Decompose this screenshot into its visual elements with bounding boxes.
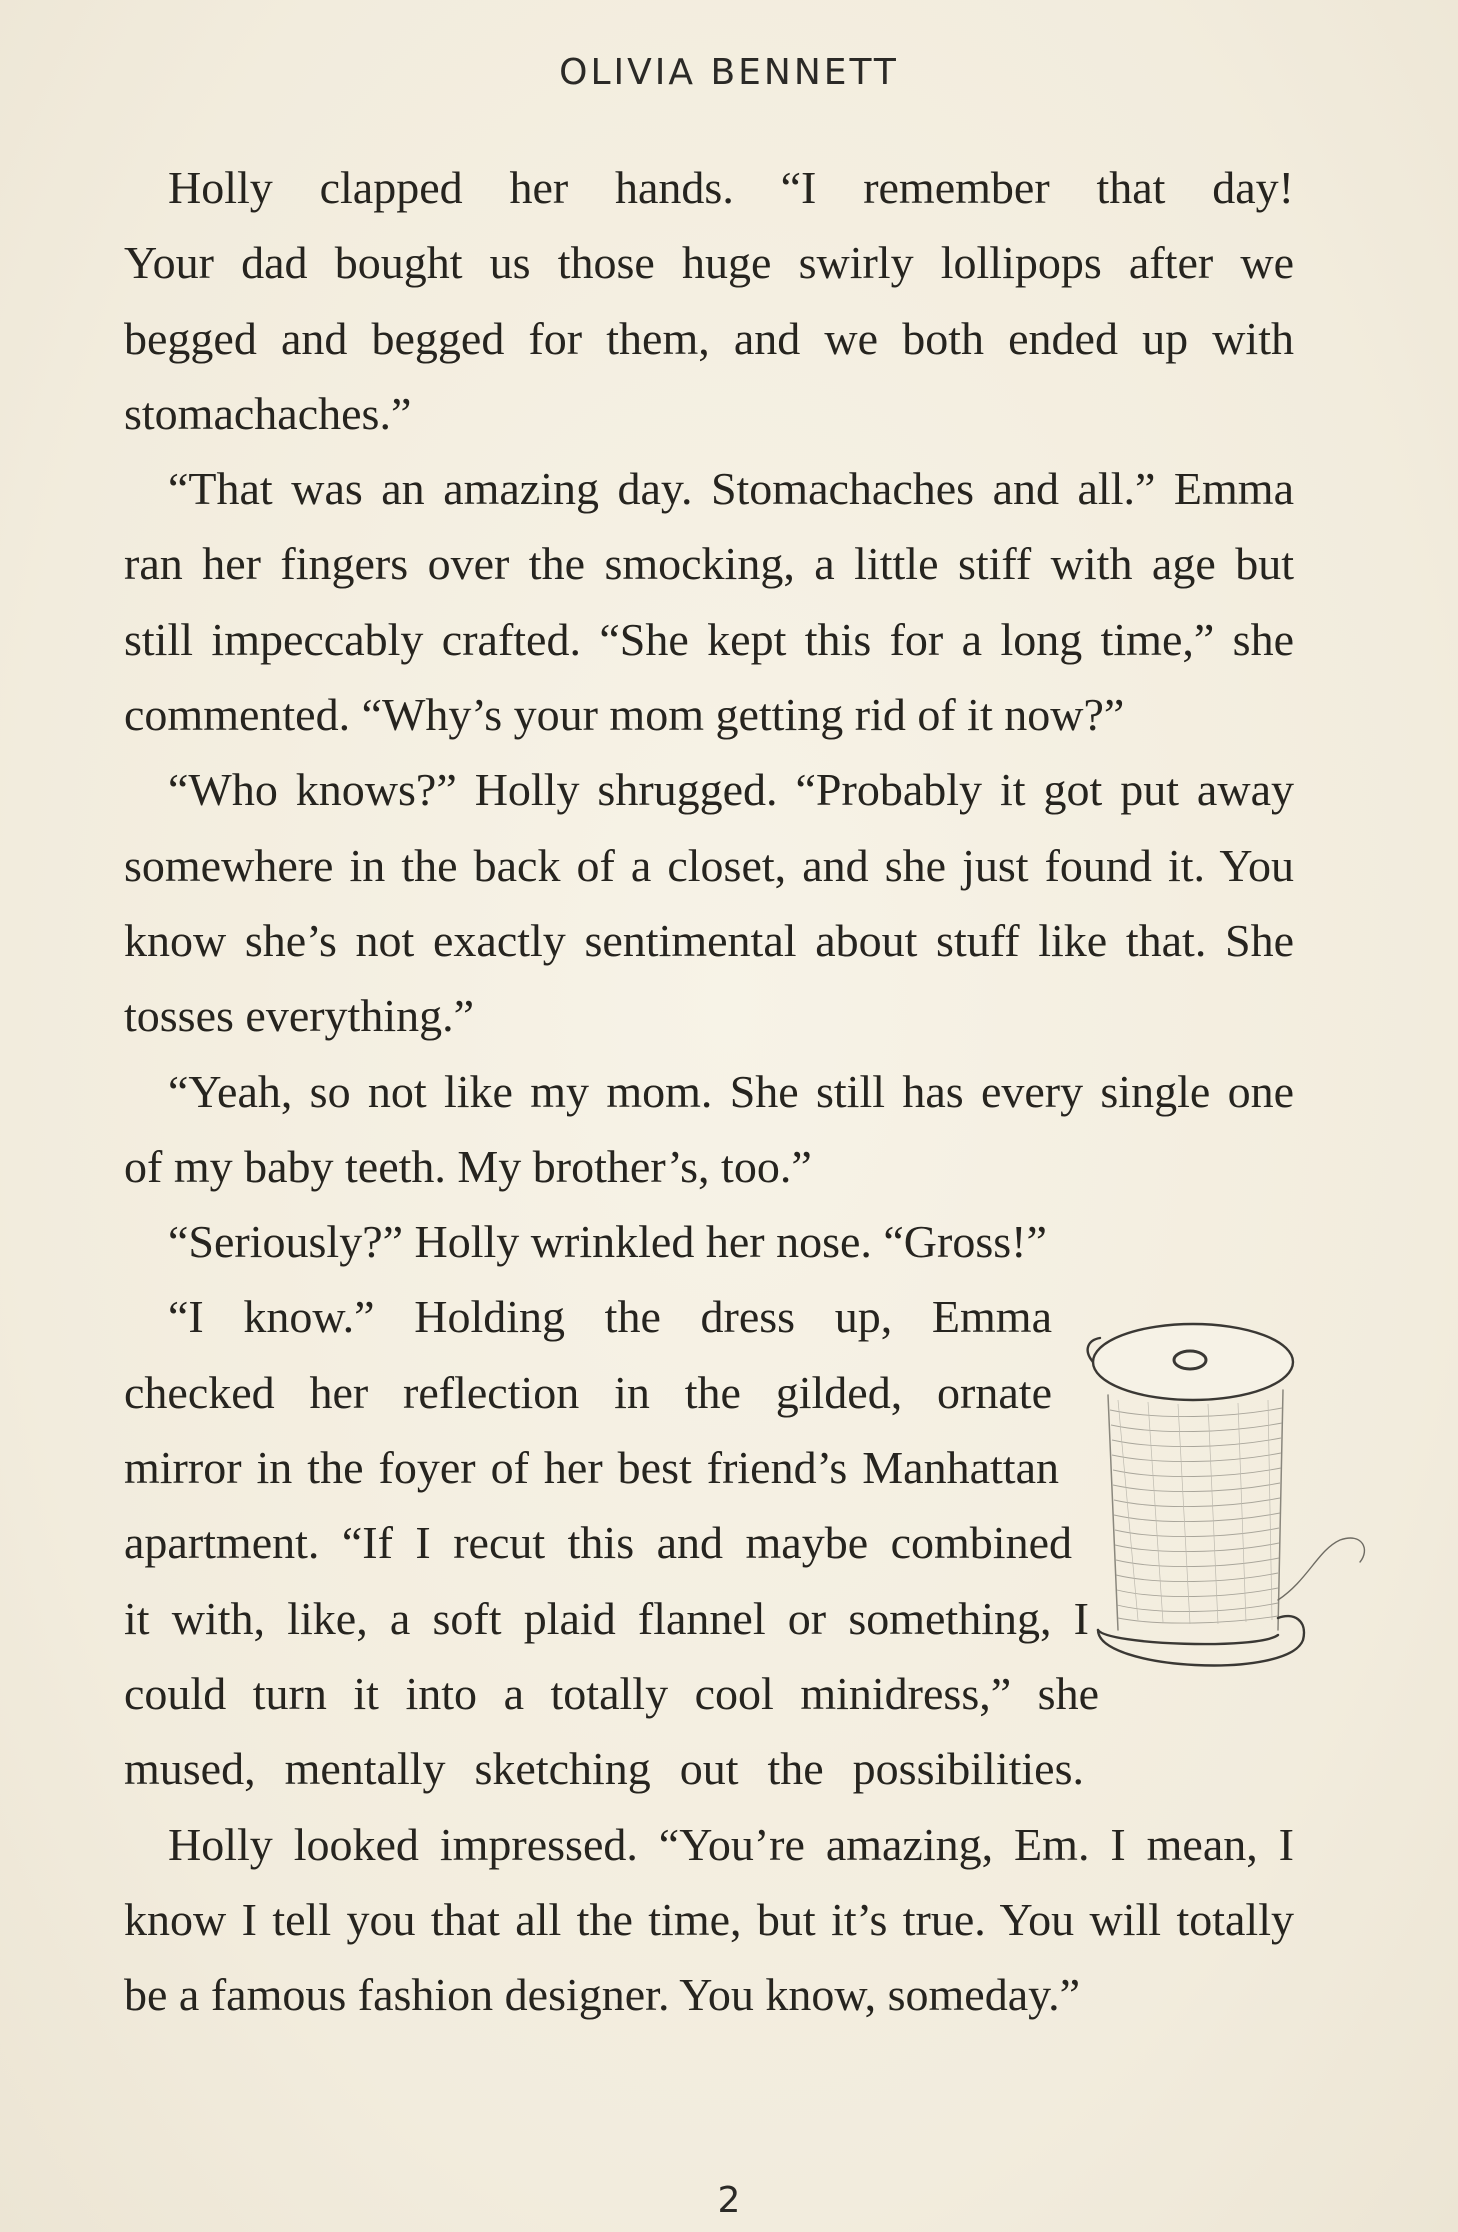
paragraph: [124, 1054, 1294, 1205]
text-line: begged and begged for them, and we both ended up with: [124, 312, 1294, 364]
page-number: 2: [717, 2180, 741, 2221]
text-line: somewhere in the back of a closet, and she just found it. You: [124, 839, 1294, 891]
text-line: Holly clapped her hands. “I remember that day!: [168, 162, 1294, 213]
running-head-author: OLIVIA BENNETT: [559, 52, 899, 93]
paragraph: [124, 1279, 1099, 1806]
paragraph: [124, 752, 1294, 1053]
text-line: checked her reflection in the gilded, ornate: [124, 1366, 1052, 1418]
text-line: stomachaches.”: [124, 387, 412, 439]
text-line: of my baby teeth. My brother’s, too.”: [124, 1140, 812, 1192]
text-line: “That was an amazing day. Stomachaches and all.” Emma: [168, 463, 1294, 515]
text-line: Holly looked impressed. “You’re amazing, Em. I mean, I: [168, 1818, 1294, 1870]
body-text: [124, 150, 1294, 2032]
text-line: know I tell you that all the time, but it’s true. You will totally: [124, 1893, 1294, 1945]
text-line: “Who knows?” Holly shrugged. “Probably it got put away: [168, 764, 1294, 816]
paragraph: [124, 150, 1294, 451]
text-line: tosses everything.”: [124, 990, 475, 1042]
text-line: mirror in the foyer of her best friend’s Manhattan: [124, 1442, 1059, 1494]
paragraph: [124, 1807, 1294, 2033]
text-line: could turn it into a totally cool minidress,” she: [124, 1667, 1099, 1719]
thread-spool-icon: [1078, 1300, 1378, 1700]
paragraph: [124, 1204, 1294, 1279]
paragraph: [124, 451, 1294, 752]
text-line: “I know.” Holding the dress up, Emma: [168, 1291, 1052, 1343]
text-line: know she’s not exactly sentimental about stuff like that. She: [124, 914, 1294, 966]
text-line: commented. “Why’s your mom getting rid of it now?”: [124, 689, 1125, 741]
text-line: apartment. “If I recut this and maybe combined: [124, 1517, 1072, 1569]
text-line: mused, mentally sketching out the possibilities.: [124, 1743, 1084, 1795]
text-line: be a famous fashion designer. You know, someday.”: [124, 1969, 1081, 2021]
text-line: ran her fingers over the smocking, a little stiff with age but: [124, 538, 1294, 590]
text-line: still impeccably crafted. “She kept this for a long time,” she: [124, 613, 1294, 665]
text-line: “Seriously?” Holly wrinkled her nose. “Gross!”: [168, 1216, 1047, 1268]
text-line: it with, like, a soft plaid flannel or something, I: [124, 1592, 1089, 1644]
text-line: “Yeah, so not like my mom. She still has every single one: [168, 1065, 1294, 1117]
text-line: Your dad bought us those huge swirly lollipops after we: [124, 237, 1294, 289]
